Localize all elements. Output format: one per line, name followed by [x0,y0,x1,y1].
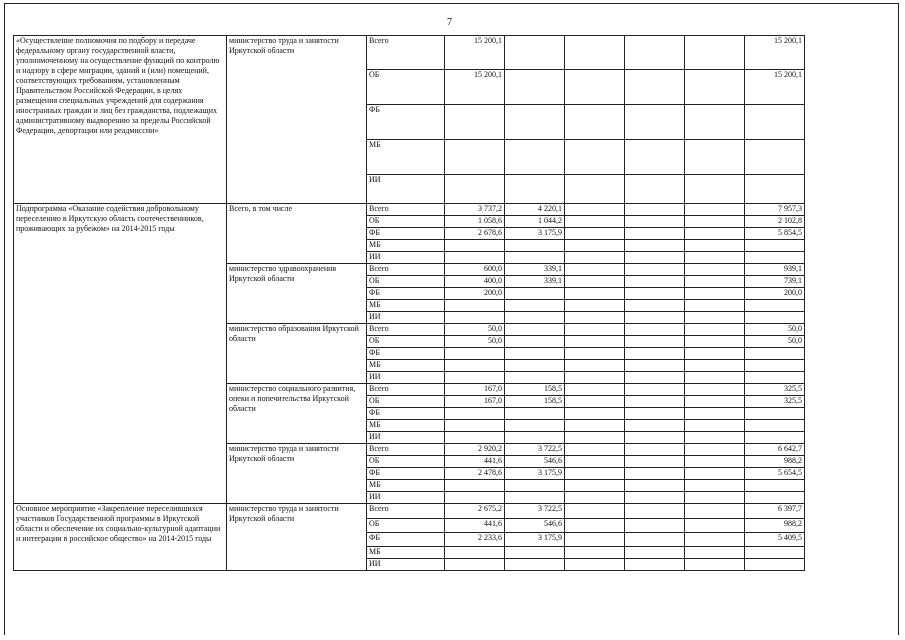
empty-cell [625,533,685,547]
empty-cell [625,240,685,252]
value-2015-cell [505,252,565,264]
empty-cell [565,312,625,324]
funding-source-cell: МБ [367,420,445,432]
value-2014-cell [445,140,505,175]
funding-source-cell: ИИ [367,312,445,324]
empty-cell [565,105,625,140]
funding-source-cell: Всего [367,36,445,70]
empty-cell [625,312,685,324]
empty-cell [565,396,625,408]
funding-source-cell: ФБ [367,105,445,140]
value-2015-cell [505,70,565,105]
total-value-cell: 325,5 [745,396,805,408]
value-2015-cell [505,432,565,444]
value-2015-cell [505,480,565,492]
total-value-cell [745,312,805,324]
value-2015-cell [505,288,565,300]
executor-cell: министерство социального развития, опеки и попечительства Иркутской области [227,384,367,444]
empty-cell [685,559,745,571]
funding-source-cell: МБ [367,140,445,175]
empty-cell [685,204,745,216]
value-2015-cell: 1 044,2 [505,216,565,228]
funding-source-cell: ИИ [367,252,445,264]
empty-cell [625,547,685,559]
value-2014-cell: 2 233,6 [445,533,505,547]
empty-cell [625,456,685,468]
empty-cell [625,264,685,276]
total-value-cell [745,240,805,252]
value-2014-cell [445,175,505,204]
executor-cell: министерство труда и занятости Иркутской области [227,444,367,504]
value-2015-cell [505,408,565,420]
empty-cell [565,559,625,571]
executor-cell: Всего, в том числе [227,204,367,264]
total-value-cell [745,105,805,140]
total-value-cell: 739,1 [745,276,805,288]
empty-cell [565,288,625,300]
value-2015-cell: 3 175,9 [505,533,565,547]
total-value-cell [745,360,805,372]
empty-cell [625,504,685,519]
page-frame-right [898,3,899,635]
total-value-cell [745,432,805,444]
value-2014-cell: 2 478,6 [445,468,505,480]
value-2015-cell [505,420,565,432]
value-2015-cell: 339,1 [505,264,565,276]
total-value-cell [745,140,805,175]
empty-cell [685,480,745,492]
funding-source-cell: Всего [367,204,445,216]
empty-cell [625,480,685,492]
funding-source-cell: ОБ [367,519,445,533]
funding-source-cell: Всего [367,444,445,456]
funding-source-cell: ИИ [367,372,445,384]
empty-cell [685,175,745,204]
value-2014-cell: 200,0 [445,288,505,300]
funding-source-cell: ОБ [367,70,445,105]
value-2015-cell [505,336,565,348]
page-frame-top [4,3,899,4]
empty-cell [685,240,745,252]
table-row [14,36,805,70]
empty-cell [685,492,745,504]
total-value-cell: 7 957,3 [745,204,805,216]
empty-cell [685,105,745,140]
empty-cell [565,324,625,336]
empty-cell [565,456,625,468]
executor-cell: министерство труда и занятости Иркутской области [227,36,367,204]
empty-cell [685,312,745,324]
empty-cell [565,360,625,372]
program-name-cell: «Осуществление полномочия по подбору и передаче федеральному органу государственной власти, уполномоченному на осуществление функций по контролю и надзору в сфере миграции, зданий и (или) помещений, соответствующих требованиям, установленным Правительством Российской Федерации, в целях размещения специальных учреждений для содержания иностранных граждан и лиц без гражданства, подлежащих административному выдворению за пределы Российской Федерации, депортации или реадмиссии» [14,36,227,204]
value-2015-cell [505,324,565,336]
funding-source-cell: ИИ [367,175,445,204]
empty-cell [625,360,685,372]
empty-cell [565,36,625,70]
value-2015-cell [505,36,565,70]
table-row [14,204,805,216]
funding-source-cell: МБ [367,480,445,492]
funding-source-cell: ОБ [367,276,445,288]
total-value-cell: 988,2 [745,519,805,533]
total-value-cell: 325,5 [745,384,805,396]
value-2015-cell: 3 722,5 [505,444,565,456]
empty-cell [685,456,745,468]
empty-cell [565,519,625,533]
empty-cell [565,432,625,444]
total-value-cell [745,408,805,420]
total-value-cell: 988,2 [745,456,805,468]
value-2015-cell [505,140,565,175]
value-2015-cell [505,240,565,252]
empty-cell [685,36,745,70]
empty-cell [685,444,745,456]
funding-source-cell: Всего [367,324,445,336]
value-2014-cell: 441,6 [445,456,505,468]
value-2014-cell [445,492,505,504]
value-2015-cell: 3 175,9 [505,228,565,240]
value-2015-cell [505,175,565,204]
executor-cell: министерство труда и занятости Иркутской области [227,504,367,571]
funding-source-cell: ОБ [367,216,445,228]
empty-cell [685,533,745,547]
empty-cell [565,480,625,492]
empty-cell [565,140,625,175]
empty-cell [625,70,685,105]
value-2014-cell: 50,0 [445,324,505,336]
empty-cell [685,396,745,408]
funding-source-cell: Всего [367,504,445,519]
empty-cell [685,519,745,533]
empty-cell [565,492,625,504]
empty-cell [685,288,745,300]
empty-cell [685,140,745,175]
executor-cell: министерство образования Иркутской области [227,324,367,384]
value-2014-cell: 400,0 [445,276,505,288]
total-value-cell: 15 200,1 [745,70,805,105]
empty-cell [565,504,625,519]
empty-cell [685,276,745,288]
total-value-cell: 939,1 [745,264,805,276]
value-2014-cell: 2 675,2 [445,504,505,519]
funding-source-cell: ФБ [367,348,445,360]
value-2015-cell [505,300,565,312]
total-value-cell [745,348,805,360]
value-2015-cell [505,547,565,559]
program-name-cell: Подпрограмма «Оказание содействия добровольному переселению в Иркутскую область соотечественников, проживающих за рубежом» на 2014-2015 годы [14,204,227,504]
funding-source-cell: ФБ [367,228,445,240]
value-2014-cell [445,559,505,571]
total-value-cell: 6 397,7 [745,504,805,519]
value-2015-cell [505,348,565,360]
funding-source-cell: Всего [367,264,445,276]
empty-cell [685,432,745,444]
total-value-cell [745,492,805,504]
value-2014-cell [445,480,505,492]
empty-cell [565,300,625,312]
empty-cell [625,300,685,312]
total-value-cell: 15 200,1 [745,36,805,70]
funding-source-cell: ОБ [367,336,445,348]
total-value-cell: 5 654,5 [745,468,805,480]
empty-cell [565,70,625,105]
empty-cell [565,348,625,360]
funding-source-cell: ОБ [367,396,445,408]
empty-cell [625,492,685,504]
value-2014-cell [445,348,505,360]
value-2015-cell: 546,6 [505,456,565,468]
total-value-cell: 5 854,5 [745,228,805,240]
funding-source-cell: МБ [367,300,445,312]
empty-cell [685,264,745,276]
value-2014-cell: 600,0 [445,264,505,276]
empty-cell [625,175,685,204]
funding-source-cell: МБ [367,240,445,252]
empty-cell [685,216,745,228]
empty-cell [565,264,625,276]
empty-cell [625,384,685,396]
empty-cell [565,276,625,288]
executor-cell: министерство здравоохранения Иркутской области [227,264,367,324]
empty-cell [685,336,745,348]
value-2015-cell [505,372,565,384]
funding-source-cell: МБ [367,360,445,372]
page-frame-left [4,3,5,635]
total-value-cell: 50,0 [745,324,805,336]
empty-cell [625,324,685,336]
funding-source-cell: ФБ [367,408,445,420]
value-2014-cell: 15 200,1 [445,36,505,70]
empty-cell [625,408,685,420]
empty-cell [565,372,625,384]
value-2014-cell [445,240,505,252]
empty-cell [625,105,685,140]
value-2015-cell: 4 220,1 [505,204,565,216]
value-2014-cell [445,408,505,420]
budget-table [13,35,805,571]
value-2014-cell [445,432,505,444]
value-2015-cell: 158,5 [505,384,565,396]
empty-cell [565,252,625,264]
value-2014-cell [445,360,505,372]
empty-cell [625,228,685,240]
empty-cell [625,396,685,408]
empty-cell [565,384,625,396]
empty-cell [625,216,685,228]
value-2014-cell: 15 200,1 [445,70,505,105]
value-2014-cell [445,420,505,432]
funding-source-cell: ФБ [367,468,445,480]
empty-cell [685,300,745,312]
table-row [14,504,805,519]
empty-cell [685,504,745,519]
value-2015-cell: 546,6 [505,519,565,533]
empty-cell [625,559,685,571]
empty-cell [685,547,745,559]
total-value-cell: 50,0 [745,336,805,348]
value-2015-cell [505,360,565,372]
value-2014-cell: 2 678,6 [445,228,505,240]
empty-cell [625,288,685,300]
total-value-cell [745,300,805,312]
funding-source-cell: ФБ [367,288,445,300]
total-value-cell: 6 642,7 [745,444,805,456]
empty-cell [625,204,685,216]
empty-cell [565,240,625,252]
value-2014-cell [445,105,505,140]
empty-cell [565,468,625,480]
total-value-cell: 5 409,5 [745,533,805,547]
value-2014-cell: 167,0 [445,396,505,408]
empty-cell [625,348,685,360]
empty-cell [565,547,625,559]
total-value-cell [745,252,805,264]
empty-cell [565,420,625,432]
value-2015-cell [505,559,565,571]
value-2014-cell [445,300,505,312]
empty-cell [685,252,745,264]
value-2015-cell [505,105,565,140]
value-2014-cell: 50,0 [445,336,505,348]
empty-cell [625,252,685,264]
empty-cell [625,519,685,533]
total-value-cell: 2 102,8 [745,216,805,228]
empty-cell [685,324,745,336]
empty-cell [685,70,745,105]
empty-cell [625,468,685,480]
empty-cell [565,216,625,228]
empty-cell [625,432,685,444]
funding-source-cell: ИИ [367,432,445,444]
funding-source-cell: Всего [367,384,445,396]
empty-cell [565,336,625,348]
funding-source-cell: ОБ [367,456,445,468]
empty-cell [685,360,745,372]
empty-cell [565,533,625,547]
value-2014-cell: 3 737,2 [445,204,505,216]
empty-cell [565,408,625,420]
page-number: 7 [447,17,452,28]
value-2014-cell [445,547,505,559]
empty-cell [625,36,685,70]
value-2015-cell: 158,5 [505,396,565,408]
value-2014-cell [445,372,505,384]
total-value-cell [745,175,805,204]
total-value-cell [745,559,805,571]
empty-cell [565,175,625,204]
value-2014-cell [445,252,505,264]
empty-cell [685,408,745,420]
empty-cell [625,420,685,432]
empty-cell [565,228,625,240]
empty-cell [625,372,685,384]
funding-source-cell: ИИ [367,492,445,504]
empty-cell [565,204,625,216]
empty-cell [685,420,745,432]
value-2015-cell [505,312,565,324]
total-value-cell [745,480,805,492]
value-2014-cell: 441,6 [445,519,505,533]
empty-cell [685,348,745,360]
value-2015-cell [505,492,565,504]
value-2014-cell: 167,0 [445,384,505,396]
funding-source-cell: МБ [367,547,445,559]
empty-cell [685,228,745,240]
empty-cell [685,372,745,384]
value-2014-cell [445,312,505,324]
funding-source-cell: ИИ [367,559,445,571]
funding-source-cell: ФБ [367,533,445,547]
empty-cell [625,140,685,175]
empty-cell [685,468,745,480]
total-value-cell [745,547,805,559]
empty-cell [625,276,685,288]
total-value-cell [745,420,805,432]
total-value-cell [745,372,805,384]
empty-cell [685,384,745,396]
value-2015-cell: 3 722,5 [505,504,565,519]
value-2015-cell: 339,1 [505,276,565,288]
empty-cell [625,444,685,456]
empty-cell [625,336,685,348]
value-2014-cell: 1 058,6 [445,216,505,228]
value-2014-cell: 2 920,2 [445,444,505,456]
program-name-cell: Основное мероприятие «Закрепление переселившихся участников Государственной программы в Иркутской области и обеспечение их социально-культурной адаптации и интеграции в российское общество» на 2014-2015 годы [14,504,227,571]
empty-cell [565,444,625,456]
total-value-cell: 200,0 [745,288,805,300]
value-2015-cell: 3 175,9 [505,468,565,480]
